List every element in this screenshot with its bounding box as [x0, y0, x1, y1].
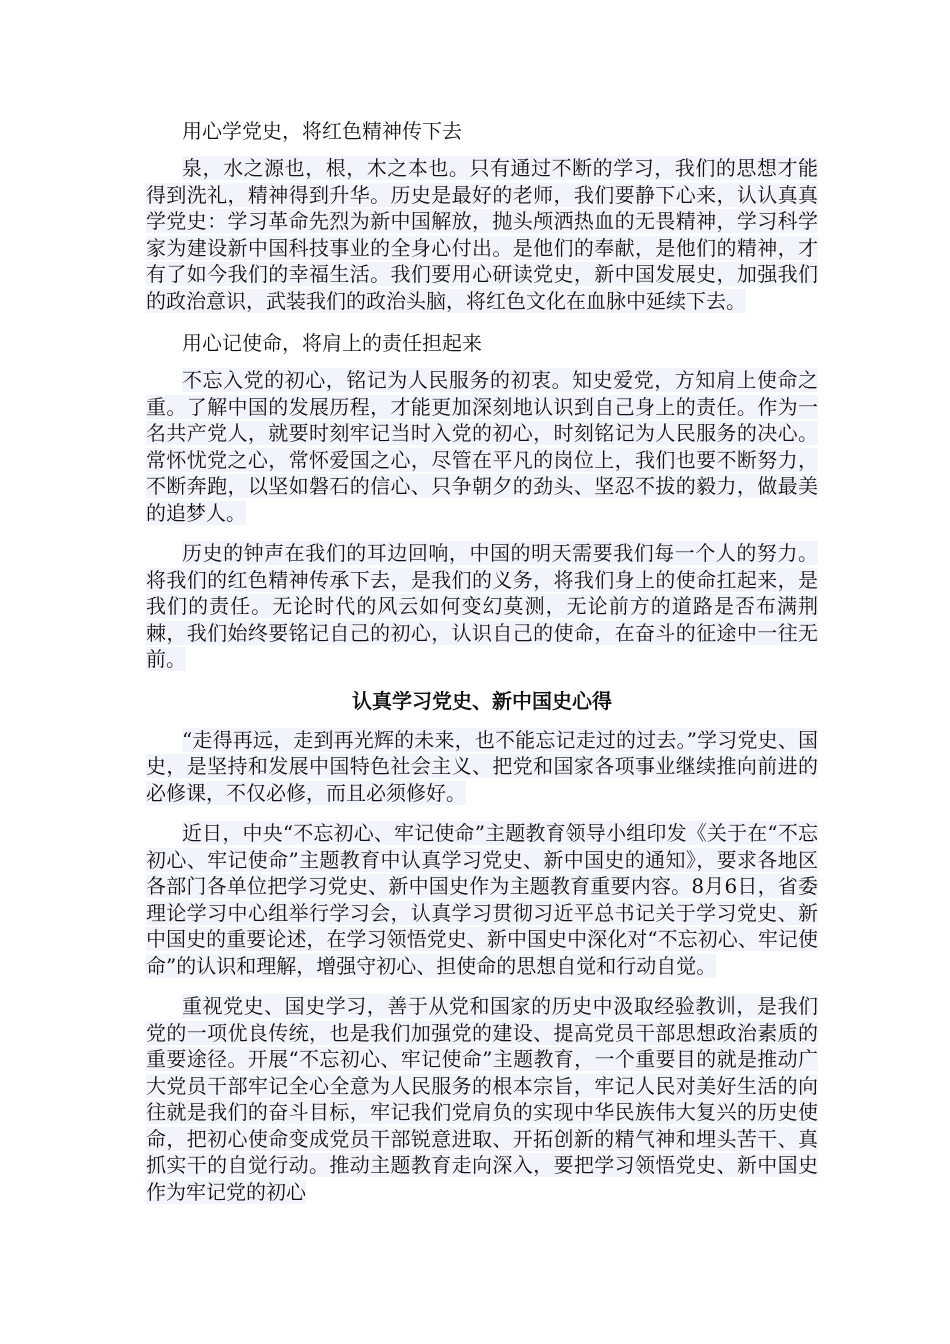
article-paragraph-1: [146, 727, 818, 807]
article-title: 认真学习党史、新中国史心得: [352, 688, 612, 713]
article-paragraph-3: [146, 993, 818, 1205]
paragraph-remember-mission-1: [146, 367, 818, 526]
section-heading-remember-mission: 用心记使命，将肩上的责任担起来: [182, 331, 482, 355]
paragraph-text: 重视党史、国史学习，善于从党和国家的历史中汲取经验教训，是我们党的一项优良传统，也是我们加强党的建设、提高党员干部思想政治素质的重要途径。开展“不忘初心、牢记使命”主题教育，一个重要目的就是推动广大党员干部牢记全心全意为人民服务的根本宗旨，牢记人民对美好生活的向往就是我们的奋斗目标，牢记我们党肩负的实现中华民族伟大复兴的历史使命，把初心使命变成党员干部锐意进取、开拓创新的精气神和埋头苦干、真抓实干的自觉行动。推动主题教育走向深入，要把学习领悟党史、新中国史作为牢记党的初心: [146, 994, 818, 1204]
paragraph-text: 不忘入党的初心，铭记为人民服务的初衷。知史爱党，方知肩上使命之重。了解中国的发展历程，才能更加深刻地认识到自己身上的责任。作为一名共产党人，就要时刻牢记当时入党的初心，时刻铭记为人民服务的决心。常怀忧党之心，常怀爱国之心，尽管在平凡的岗位上，我们也要不断努力，不断奔跑，以坚如磐石的信心、只争朝夕的劲头、坚忍不拔的毅力，做最美的追梦人。: [146, 368, 818, 525]
paragraph-text: 历史的钟声在我们的耳边回响，中国的明天需要我们每一个人的努力。将我们的红色精神传承下去，是我们的义务，将我们身上的使命扛起来，是我们的责任。无论时代的风云如何变幻莫测，无论前方的道路是否布满荆棘，我们始终要铭记自己的初心，认识自己的使命，在奋斗的征途中一往无前。: [146, 541, 818, 671]
paragraph-remember-mission-2: [146, 540, 818, 673]
paragraph-text: 泉，水之源也，根，木之本也。只有通过不断的学习，我们的思想才能得到洗礼，精神得到升华。历史是最好的老师，我们要静下心来，认认真真学党史：学习革命先烈为新中国解放，抛头颅洒热血的无畏精神，学习科学家为建设新中国科技事业的全身心付出。是他们的奉献，是他们的精神，才有了如今我们的幸福生活。我们要用心研读党史，新中国发展史，加强我们的政治意识，武装我们的政治头脑，将红色文化在血脉中延续下去。: [146, 156, 818, 313]
paragraph-text: 近日，中央“不忘初心、牢记使命”主题教育领导小组印发《关于在“不忘初心、牢记使命”主题教育中认真学习党史、新中国史的通知》，要求各地区各部门各单位把学习党史、新中国史作为主题教育重要内容。8月6日，省委理论学习中心组举行学习会，认真学习贯彻习近平总书记关于学习党史、新中国史的重要论述，在学习领悟党史、新中国史中深化对“不忘初心、牢记使命”的认识和理解，增强守初心、担使命的思想自觉和行动自觉。: [146, 821, 818, 978]
paragraph-study-history: [146, 155, 818, 314]
document-body: [146, 116, 818, 1219]
paragraph-text: “走得再远，走到再光辉的未来，也不能忘记走过的过去。”学习党史、国史，是坚持和发展中国特色社会主义、把党和国家各项事业继续推向前进的必修课，不仅必修，而且必须修好。: [146, 727, 818, 805]
section-heading-study-history: 用心学党史，将红色精神传下去: [182, 119, 462, 143]
article-paragraph-2: [146, 820, 818, 979]
